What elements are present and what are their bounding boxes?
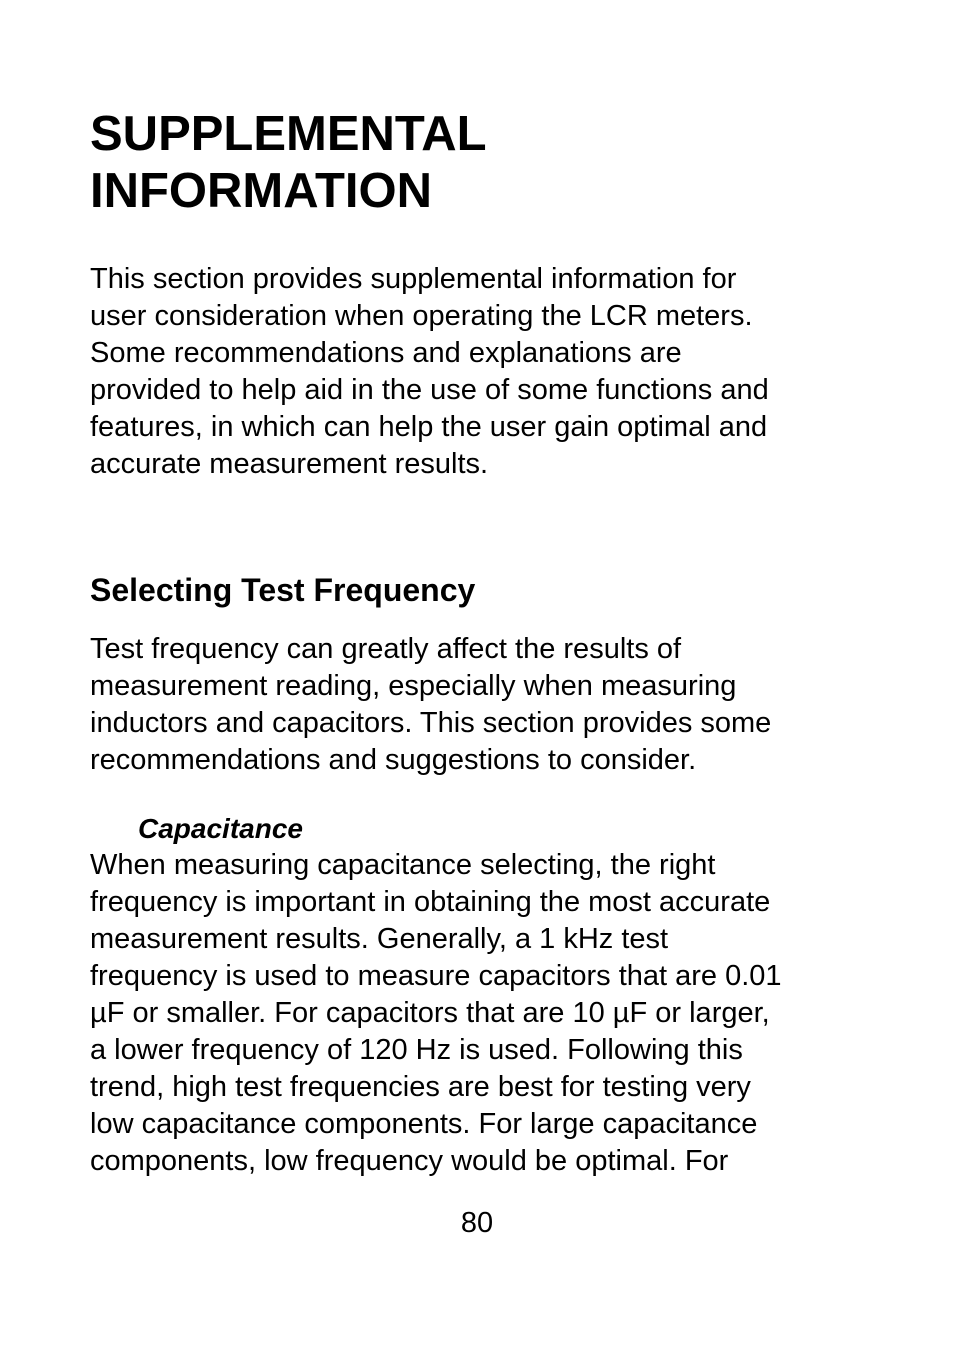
subsection-heading: Capacitance: [138, 813, 303, 844]
text-line: µF or smaller. For capacitors that are 10 µF or larger,: [90, 997, 770, 1029]
text-line: provided to help aid in the use of some functions and: [90, 374, 769, 406]
page-number: 80: [460, 1207, 494, 1239]
text-line: trend, high test frequencies are best for testing very: [90, 1071, 751, 1103]
text-line: inductors and capacitors. This section provides some: [90, 707, 772, 739]
text-line: accurate measurement results.: [90, 448, 489, 480]
text-line: When measuring capacitance selecting, the right: [90, 849, 716, 881]
title-line: INFORMATION: [90, 164, 433, 218]
text-line: low capacitance components. For large capacitance: [90, 1108, 758, 1140]
intro-paragraph: [90, 261, 769, 483]
text-line: frequency is important in obtaining the most accurate: [90, 886, 771, 918]
section-paragraph: [90, 631, 771, 779]
text-line: recommendations and suggestions to consider.: [90, 744, 697, 776]
text-line: components, low frequency would be optimal. For: [90, 1145, 729, 1177]
text-line: Some recommendations and explanations are: [90, 337, 682, 369]
text-line: user consideration when operating the LCR meters.: [90, 300, 753, 332]
text-line: Test frequency can greatly affect the results of: [90, 633, 682, 665]
capacitance-paragraph: [90, 847, 782, 1180]
text-line: measurement results. Generally, a 1 kHz test: [90, 923, 669, 955]
text-line: measurement reading, especially when measuring: [90, 670, 737, 702]
text-line: This section provides supplemental information for: [90, 263, 737, 295]
page-title: [90, 106, 487, 220]
text-line: features, in which can help the user gain optimal and: [90, 411, 768, 443]
text-line: frequency is used to measure capacitors that are 0.01: [90, 960, 782, 992]
text-line: a lower frequency of 120 Hz is used. Following this: [90, 1034, 743, 1066]
title-line: SUPPLEMENTAL: [90, 107, 487, 161]
section-heading: Selecting Test Frequency: [90, 572, 476, 608]
